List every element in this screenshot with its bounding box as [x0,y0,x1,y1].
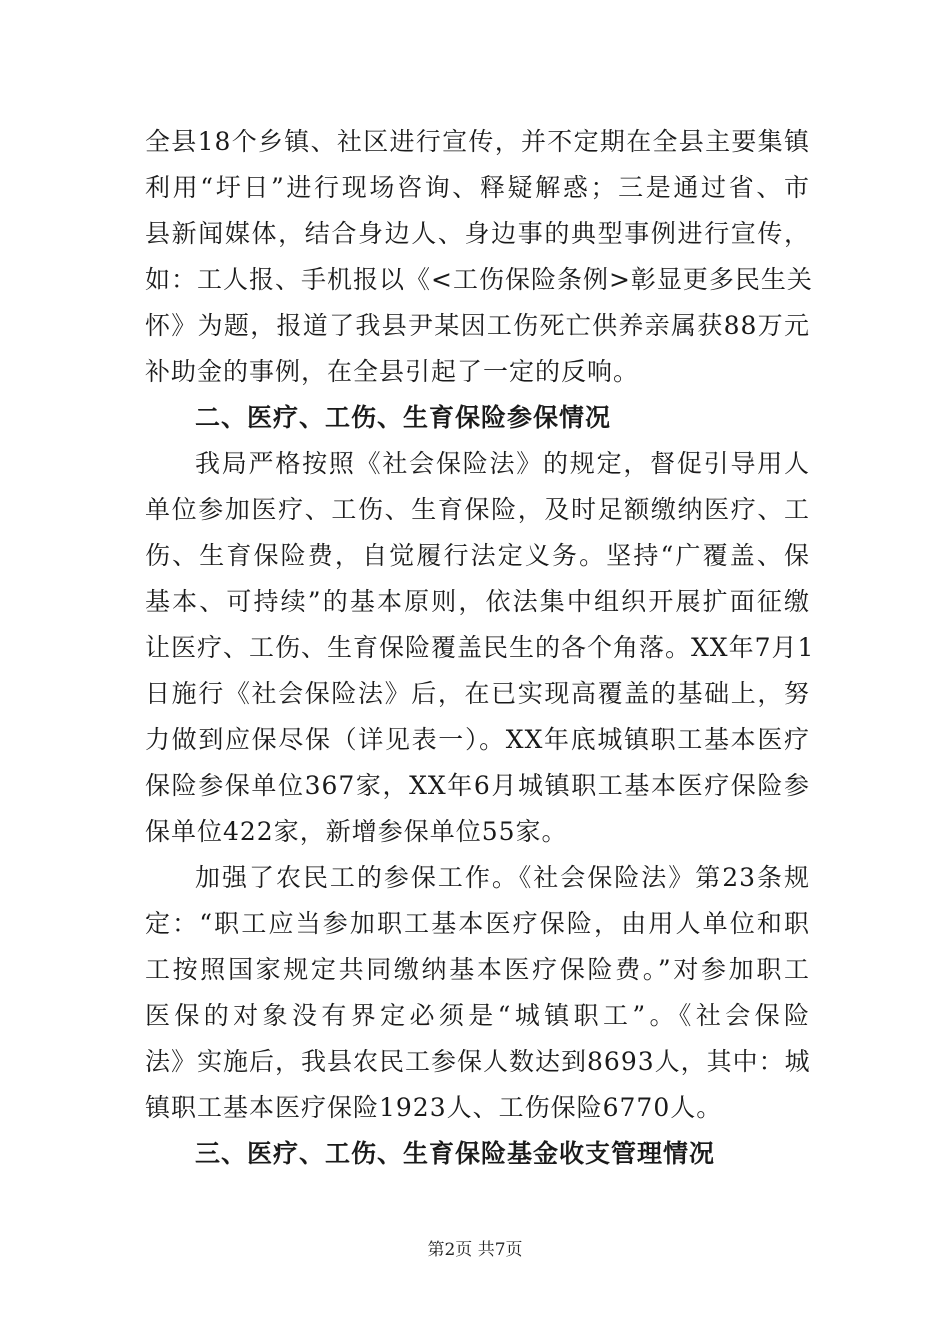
paragraph-3-line-4: 医保的对象没有界定必须是“城镇职工”。《社会保险 [145,1001,810,1030]
paragraph-2-line-4: 基本、可持续”的基本原则，依法集中组织开展扩面征缴 [145,587,810,616]
paragraph-1-line-2: 利用“圩日”进行现场咨询、释疑解惑；三是通过省、市 [145,173,810,202]
paragraph-1-line-4: 如：工人报、手机报以《<工伤保险条例>彰显更多民生关 [145,265,813,294]
paragraph-2-line-9: 保单位422家，新增参保单位55家。 [145,817,568,846]
paragraph-2-line-8: 保险参保单位367家，XX年6月城镇职工基本医疗保险参 [145,771,810,800]
paragraph-2-line-5: 让医疗、工伤、生育保险覆盖民生的各个角落。XX年7月1 [145,633,815,662]
paragraph-2-line-7: 力做到应保尽保（详见表一）。XX年底城镇职工基本医疗 [145,725,810,754]
paragraph-1-line-1: 全县18个乡镇、社区进行宣传，并不定期在全县主要集镇 [145,127,810,156]
paragraph-3-line-1: 加强了农民工的参保工作。《社会保险法》第23条规 [195,863,810,892]
section-heading-3: 三、医疗、工伤、生育保险基金收支管理情况 [195,1139,716,1168]
section-heading-2: 二、医疗、工伤、生育保险参保情况 [195,403,612,432]
paragraph-3-line-3: 工按照国家规定共同缴纳基本医疗保险费。”对参加职工 [145,955,810,984]
paragraph-1-line-3: 县新闻媒体，结合身边人、身边事的典型事例进行宣传， [145,219,810,248]
paragraph-1-line-5: 怀》为题，报道了我县尹某因工伤死亡供养亲属获88万元 [145,311,810,340]
paragraph-2-line-6: 日施行《社会保险法》后，在已实现高覆盖的基础上，努 [145,679,810,708]
paragraph-3-line-6: 镇职工基本医疗保险1923人、工伤保险6770人。 [145,1093,723,1122]
page-number-footer: 第2页 共7页 [427,1240,523,1260]
paragraph-1-line-6: 补助金的事例，在全县引起了一定的反响。 [145,357,640,386]
paragraph-2-line-2: 单位参加医疗、工伤、生育保险，及时足额缴纳医疗、工 [145,495,810,524]
paragraph-3-line-2: 定：“职工应当参加职工基本医疗保险，由用人单位和职 [145,909,810,938]
paragraph-3-line-5: 法》实施后，我县农民工参保人数达到8693人，其中：城 [145,1047,811,1076]
paragraph-2-line-3: 伤、生育保险费，自觉履行法定义务。坚持“广覆盖、保 [145,541,810,570]
paragraph-2-line-1: 我局严格按照《社会保险法》的规定，督促引导用人 [195,449,810,478]
